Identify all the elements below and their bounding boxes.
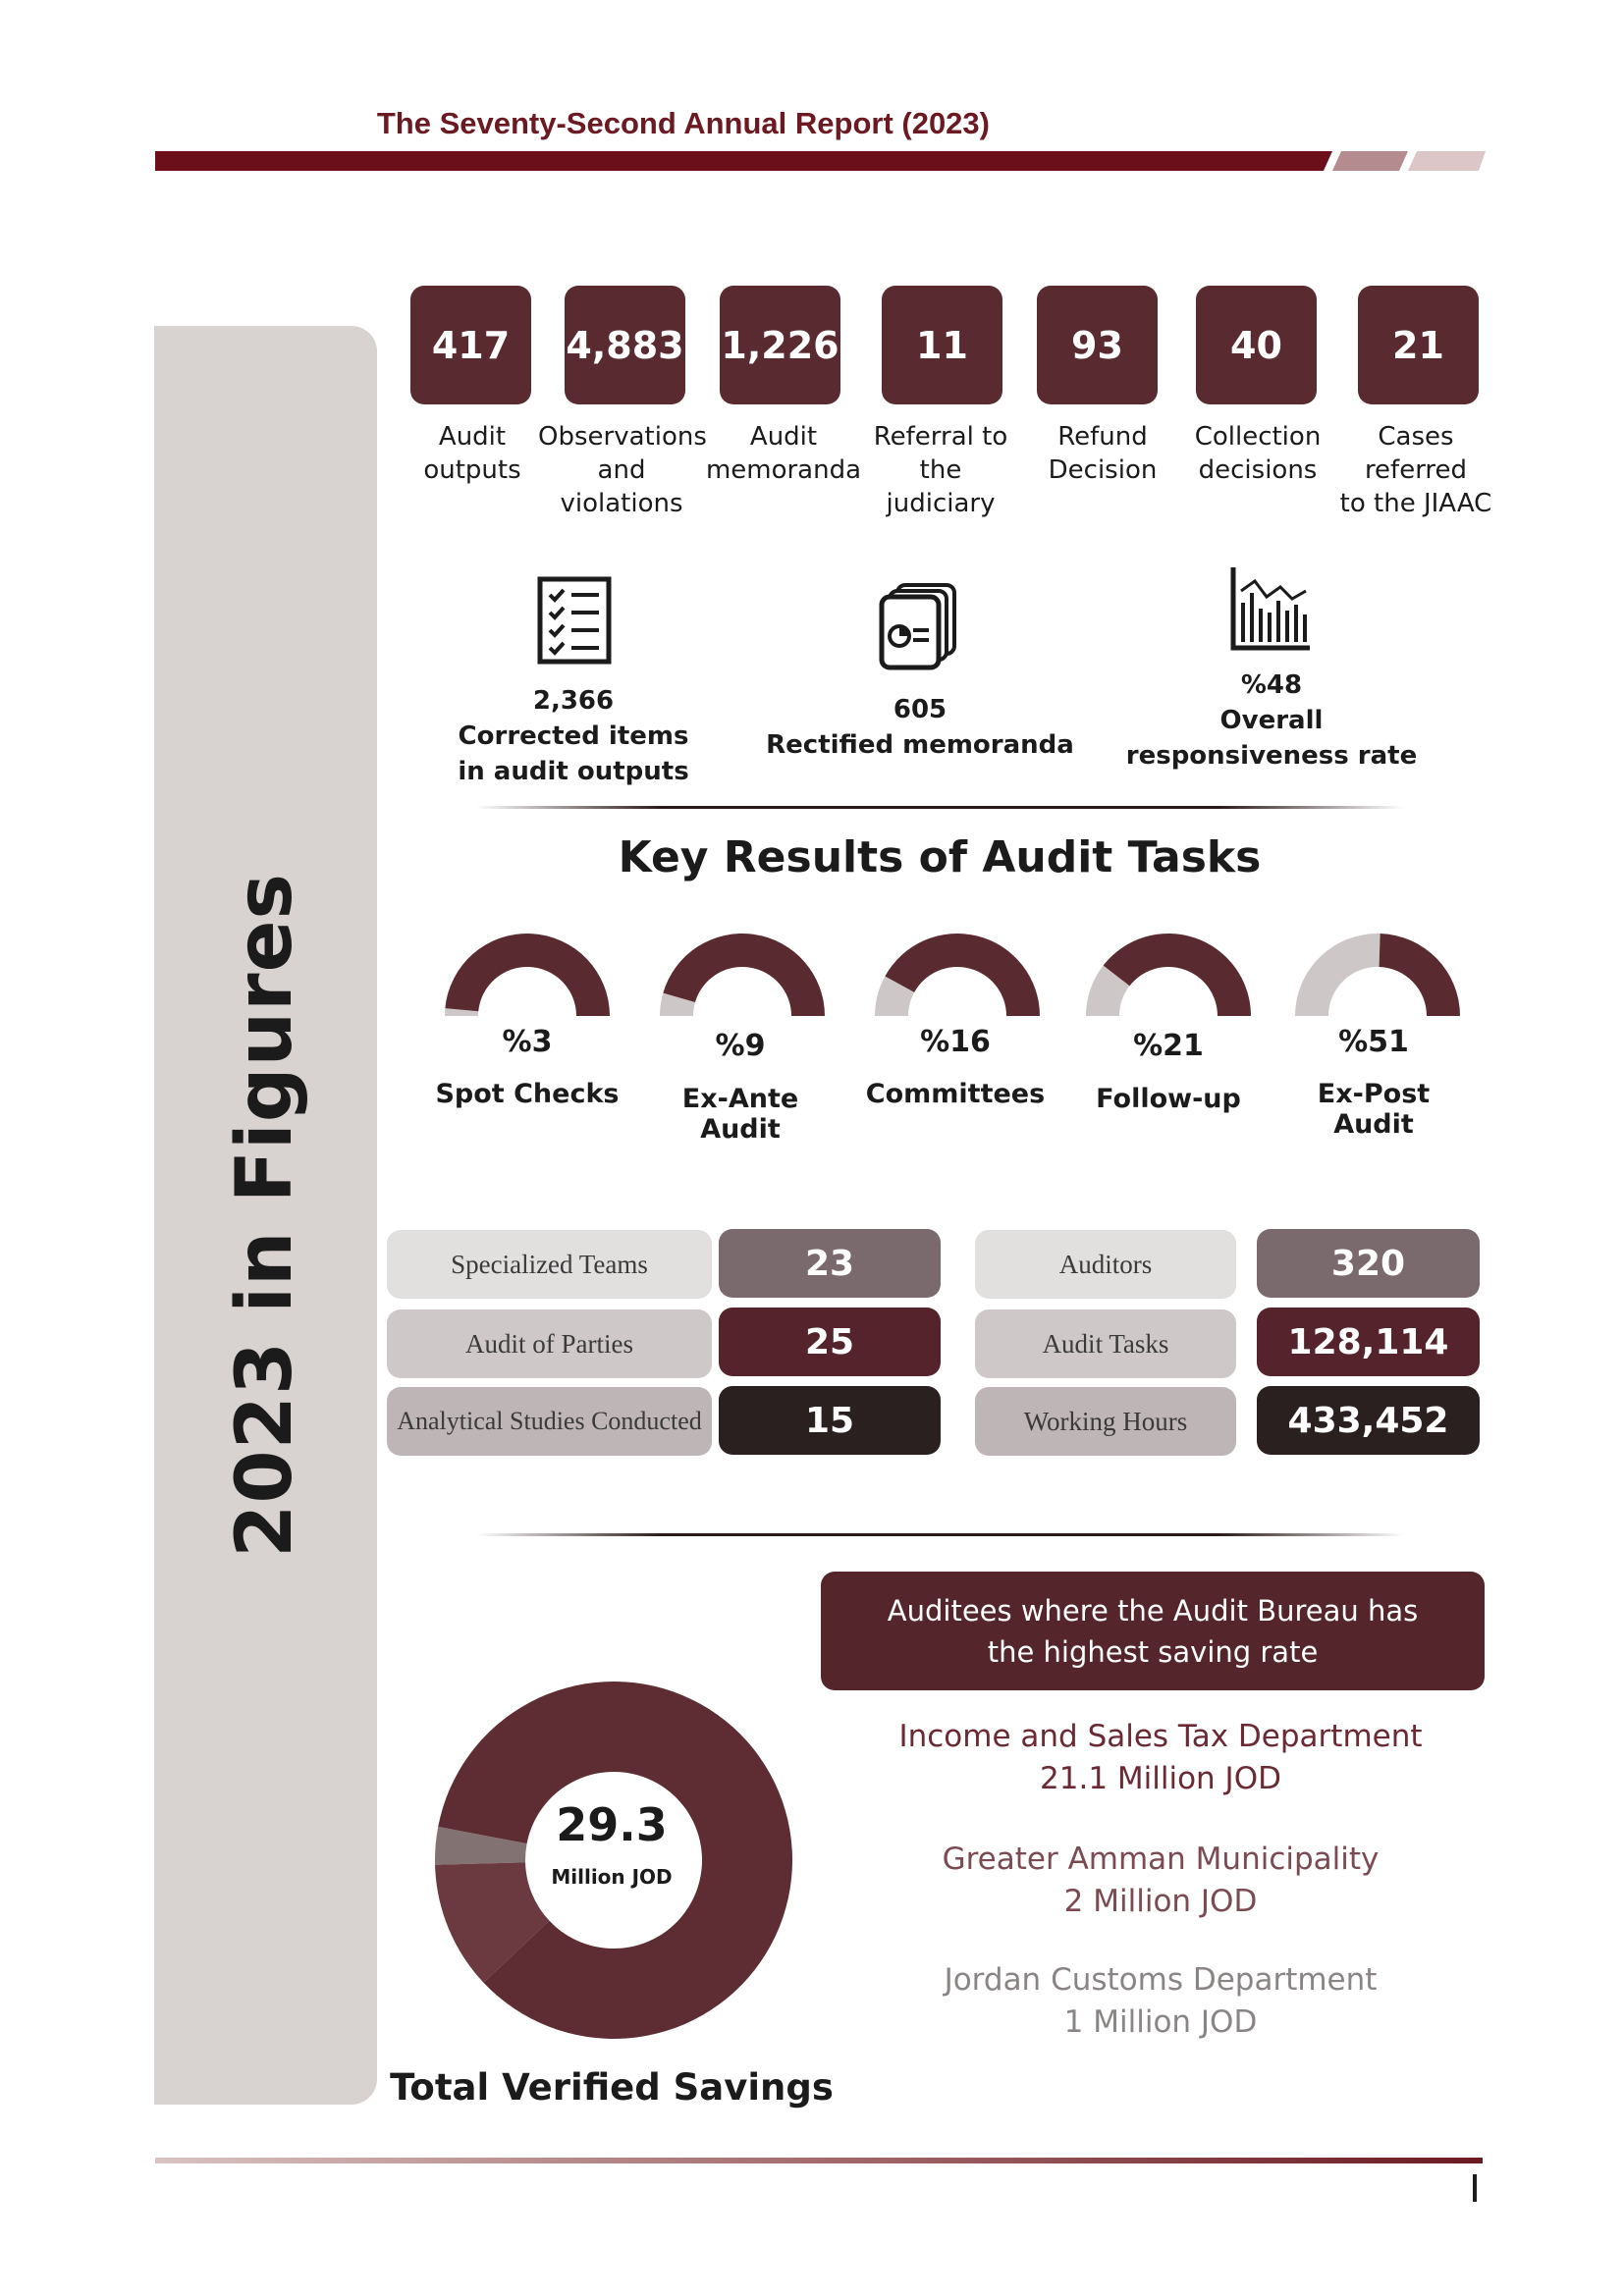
savings-callout: Auditees where the Audit Bureau has the highest saving rate	[821, 1572, 1485, 1690]
page-number-marker	[1473, 2174, 1477, 2202]
header-bar-accent-1	[1332, 151, 1408, 171]
gauge-remainder-arc	[1380, 934, 1460, 1016]
table-label-auditors: Auditors	[975, 1230, 1236, 1299]
stat-value-observations: 4,883	[565, 286, 685, 404]
gauge-pct-ex-post: %51	[1338, 1025, 1409, 1059]
saver-item	[866, 1716, 1455, 1800]
gauge-pct-committees: %16	[920, 1025, 991, 1059]
stat-value-refund: 93	[1037, 286, 1158, 404]
stat-value-referral: 11	[882, 286, 1002, 404]
header-bar	[0, 0, 1624, 196]
stat-value-jiaac: 21	[1358, 286, 1479, 404]
kpi-responsiveness: %48 Overall responsiveness rate	[1110, 667, 1434, 774]
donut-total-unit: Million JOD	[551, 1865, 673, 1889]
bar-chart-icon	[1227, 563, 1316, 654]
saver-name: Income and Sales Tax Department	[898, 1719, 1423, 1754]
documents-icon	[876, 581, 964, 671]
saver-item	[866, 1839, 1455, 1923]
table-value-auditors: 320	[1257, 1229, 1480, 1298]
table-value-analytical-studies: 15	[719, 1386, 941, 1455]
footer-bar	[155, 2158, 1483, 2163]
kpi-value: %48	[1240, 670, 1303, 700]
table-value-specialized-teams: 23	[719, 1229, 941, 1298]
gauge-label-spot-checks: Spot Checks	[435, 1079, 620, 1109]
gauge-pct-ex-ante: %9	[715, 1029, 766, 1063]
saver-amount: 21.1 Million JOD	[1040, 1761, 1281, 1796]
stat-value-collection: 40	[1196, 286, 1317, 404]
gauge-remainder-arc	[1104, 934, 1251, 1016]
checklist-icon	[530, 575, 619, 666]
gauge-charts	[0, 913, 1624, 1031]
donut-caption: Total Verified Savings	[390, 2066, 834, 2109]
stat-label-audit-outputs: Audit outputs	[423, 422, 521, 485]
gauge-pct-follow-up: %21	[1133, 1029, 1204, 1063]
gauge-remainder-arc	[445, 934, 610, 1016]
donut-total-value: 29.3	[556, 1798, 668, 1851]
saver-amount: 1 Million JOD	[1063, 2004, 1258, 2040]
saver-name: Jordan Customs Department	[944, 1962, 1378, 1998]
gauge-label-ex-ante: Ex-Ante Audit	[681, 1084, 799, 1145]
table-label-audit-of-parties: Audit of Parties	[387, 1309, 712, 1378]
gauge-label-committees: Committees	[865, 1079, 1046, 1109]
stat-label-referral: Referral to the judiciary	[873, 422, 1008, 518]
side-title: 2023 in Figures	[221, 873, 309, 1558]
stat-value-memoranda: 1,226	[720, 286, 840, 404]
header-bar-main	[155, 151, 1332, 171]
saver-item	[866, 1959, 1455, 2044]
saver-amount: 2 Million JOD	[1063, 1884, 1258, 1919]
saver-name: Greater Amman Municipality	[942, 1842, 1380, 1877]
stat-value-audit-outputs: 417	[410, 286, 531, 404]
kpi-rectified-memoranda: 605 Rectified memoranda	[748, 692, 1092, 763]
stat-label-observations: Observations and violations	[538, 422, 707, 518]
table-value-audit-tasks: 128,114	[1257, 1308, 1480, 1376]
stat-label-jiaac: Cases referred to the JIAAC	[1339, 422, 1492, 518]
table-value-audit-of-parties: 25	[719, 1308, 941, 1376]
stat-label-refund: Refund Decision	[1048, 422, 1158, 485]
table-label-analytical-studies: Analytical Studies Conducted	[387, 1387, 712, 1456]
gauge-label-follow-up: Follow-up	[1096, 1084, 1241, 1114]
kpi-value: 605	[893, 695, 947, 724]
gauge-pct-spot-checks: %3	[502, 1025, 553, 1059]
gauge-label-ex-post: Ex-Post Audit	[1317, 1079, 1431, 1140]
table-value-working-hours: 433,452	[1257, 1386, 1480, 1455]
stat-label-memoranda: Audit memoranda	[705, 422, 862, 485]
divider	[476, 1533, 1404, 1536]
report-title: The Seventy-Second Annual Report (2023)	[376, 106, 990, 140]
kpi-value: 2,366	[532, 686, 615, 716]
table-label-working-hours: Working Hours	[975, 1387, 1236, 1456]
section-title: Key Results of Audit Tasks	[618, 832, 1262, 882]
table-label-specialized-teams: Specialized Teams	[387, 1230, 712, 1299]
table-label-audit-tasks: Audit Tasks	[975, 1309, 1236, 1378]
divider	[476, 806, 1404, 809]
header-bar-accent-2	[1408, 151, 1486, 171]
savings-donut-chart	[432, 1679, 795, 2042]
kpi-corrected-items: 2,366 Corrected items in audit outputs	[426, 683, 721, 789]
stat-label-collection: Collection decisions	[1194, 422, 1322, 485]
gauge-value-arc	[1295, 934, 1380, 1016]
